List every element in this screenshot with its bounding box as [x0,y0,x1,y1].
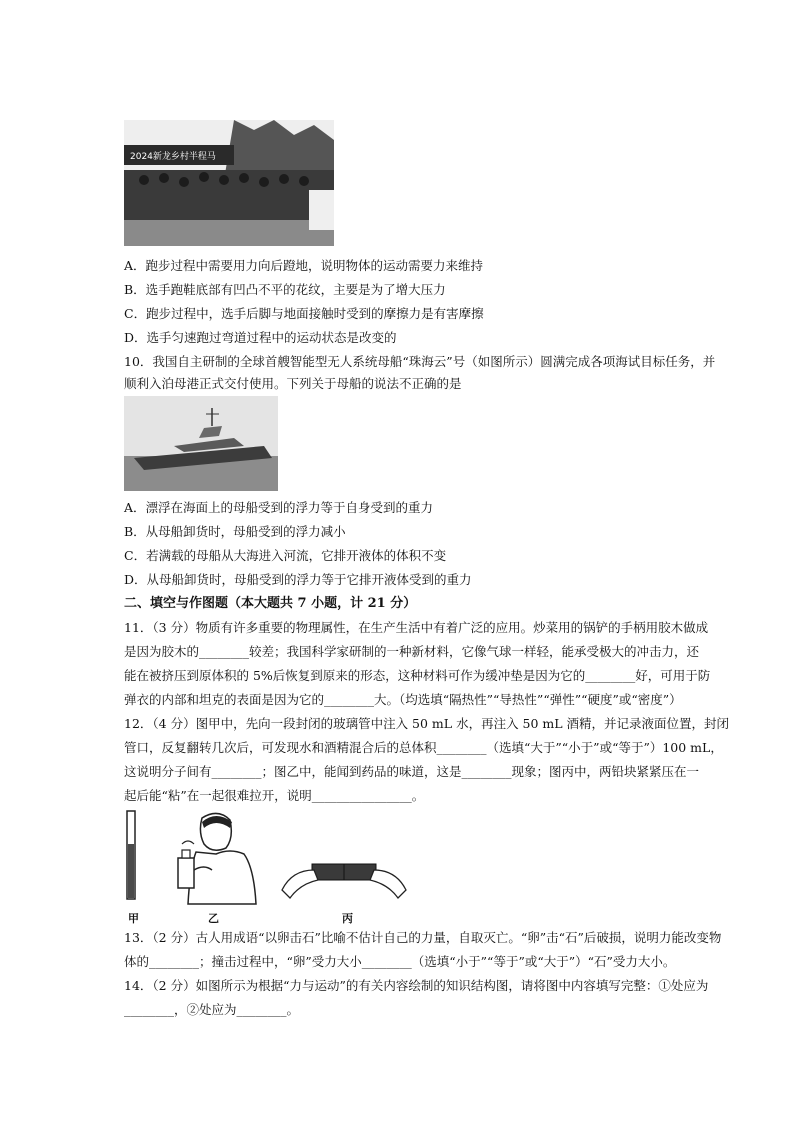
q9-option-b: B．选手跑鞋底部有凹凸不平的花纹，主要是为了增大压力 [124,282,446,297]
section-heading: 二、填空与作图题（本大题共 7 小题，计 21 分） [124,596,417,611]
q14-line1: 14．（2 分）如图所示为根据“力与运动”的有关内容绘制的知识结构图，请将图中内容填写完整：①处应为 [124,978,709,993]
marathon-photo [124,120,334,246]
person-smelling-figure [160,808,260,908]
q11-line2: 是因为胶木的________较差；我国科学家研制的一种新材料，它像气球一样轻，能承受极大的冲击力，还 [124,644,700,659]
q10-option-c: C．若满载的母船从大海进入河流，它排开液体的体积不变 [124,548,447,563]
q9-option-d: D．选手匀速跑过弯道过程中的运动状态是改变的 [124,330,397,345]
q12-line2: 管口，反复翻转几次后，可发现水和酒精混合后的总体积________（选填“大于”“小于”或“等于”）100 mL， [124,740,723,755]
q12-line1: 12．（4 分）图甲中，先向一段封闭的玻璃管中注入 50 mL 水，再注入 50 mL 酒精，并记录液面位置，封闭 [124,716,730,731]
glass-tube-figure [124,810,138,902]
q12-line3: 这说明分子间有________；图乙中，能闻到药品的味道，这是________现象；图丙中，两铅块紧紧压在一 [124,764,700,779]
q12-line4: 起后能“粘”在一起很难拉开，说明________________。 [124,788,425,803]
lead-blocks-figure [278,840,410,904]
q13-line2: 体的________；撞击过程中，“卵”受力大小________（选填“小于”“等于”或“大于”）“石”受力大小。 [124,954,676,969]
q14-line2: ________，②处应为________。 [124,1002,300,1017]
mothership-photo [124,396,278,491]
q10-stem-line2: 顺利入泊母港正式交付使用。下列关于母船的说法不正确的是 [124,376,462,391]
figure-label-jia: 甲 [128,912,139,925]
banner-text: 2024新龙乡村半程马 [130,152,216,162]
figure-label-bing: 丙 [342,912,353,925]
q10-stem-line1: 10．我国自主研制的全球首艘智能型无人系统母船“珠海云”号（如图所示）圆满完成各项海试目标任务，并 [124,354,716,369]
q10-option-d: D．从母船卸货时，母船受到的浮力等于它排开液体受到的重力 [124,572,472,587]
q11-line4: 弹衣的内部和坦克的表面是因为它的________大。（均选填“隔热性”“导热性”“弹性”“硬度”或“密度”） [124,692,682,707]
q9-option-c: C．跑步过程中，选手后脚与地面接触时受到的摩擦力是有害摩擦 [124,306,484,321]
q10-option-a: A．漂浮在海面上的母船受到的浮力等于自身受到的重力 [124,500,434,515]
q11-line1: 11．（3 分）物质有许多重要的物理属性，在生产生活中有着广泛的应用。炒菜用的锅铲的手柄用胶木做成 [124,620,709,635]
q13-line1: 13．（2 分）古人用成语“以卵击石”比喻不估计自己的力量，自取灭亡。“卵”击“石”后破损，说明力能改变物 [124,930,722,945]
q11-line3: 能在被挤压到原体积的 5%后恢复到原来的形态，这种材料可作为缓冲垫是因为它的________好，可用于防 [124,668,711,683]
q10-option-b: B．从母船卸货时，母船受到的浮力减小 [124,524,346,539]
q9-option-a: A．跑步过程中需要用力向后蹬地，说明物体的运动需要力来维持 [124,258,484,273]
figure-label-yi: 乙 [208,912,219,925]
